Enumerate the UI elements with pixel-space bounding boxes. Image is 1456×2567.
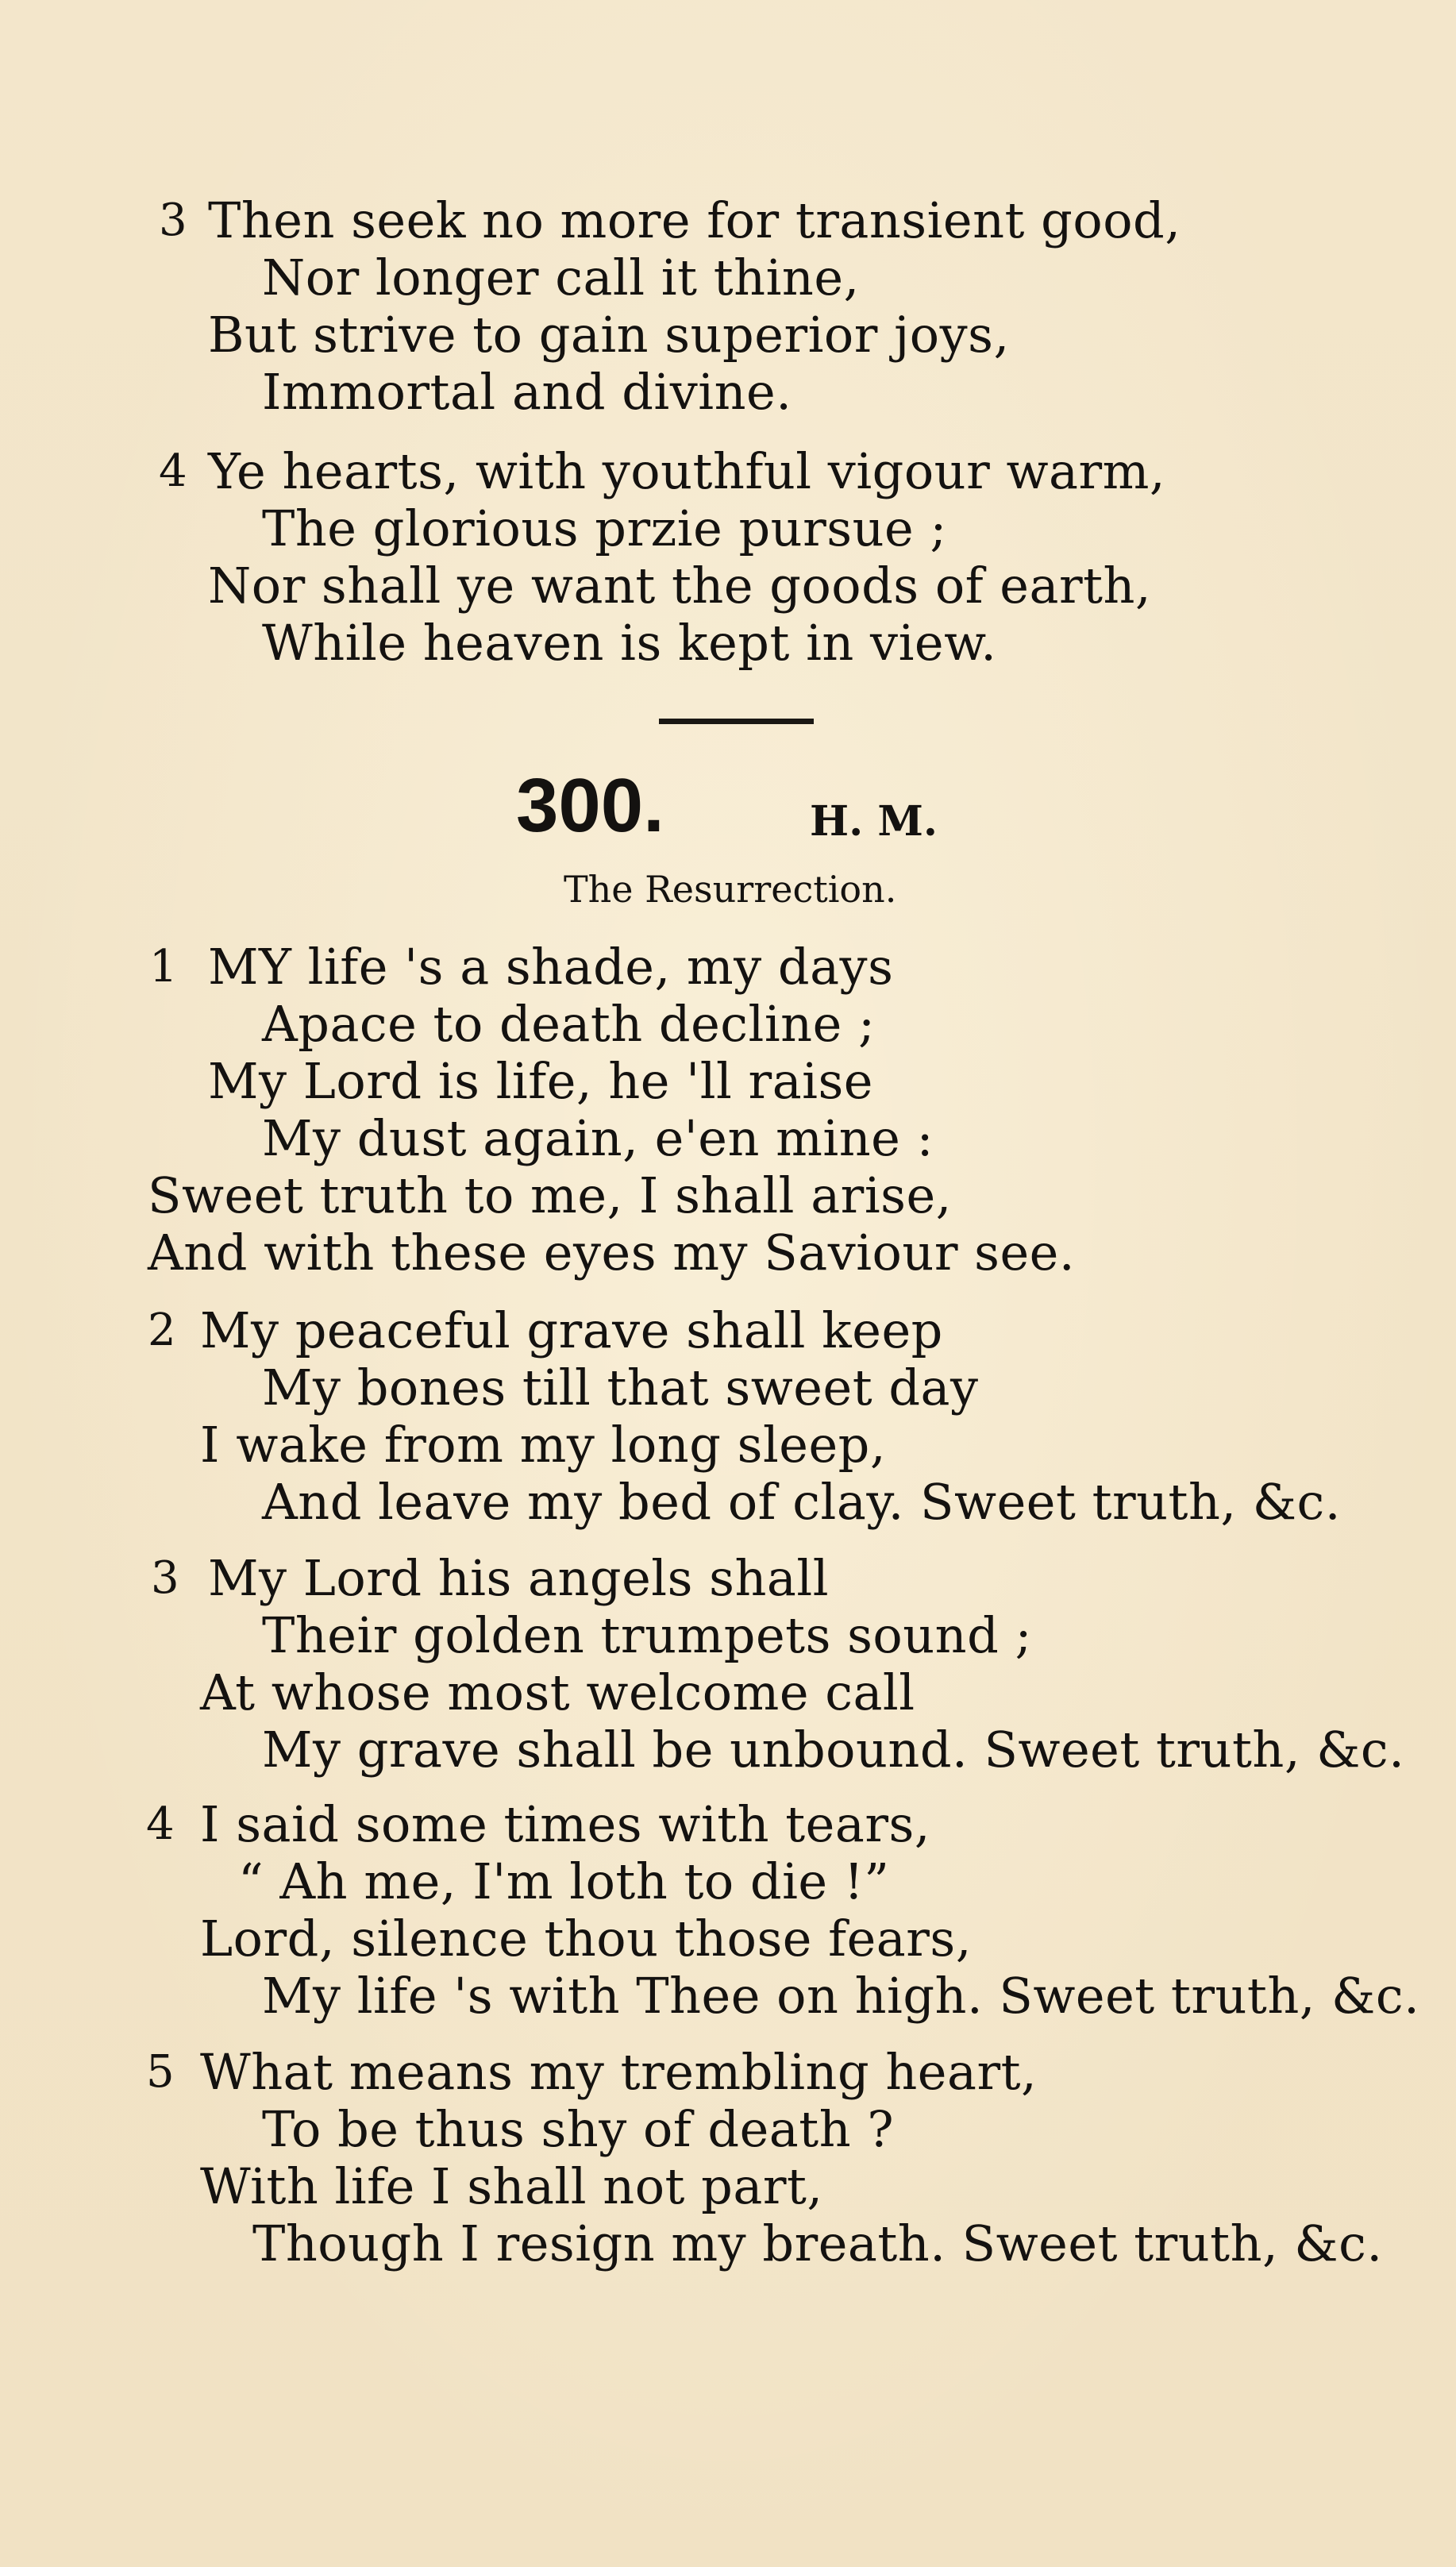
stanza-number: 1 [149,941,178,992]
verse-line: Nor shall ye want the goods of earth, [208,557,1152,615]
verse-line: Then seek no more for transient good, [208,191,1181,249]
verse-line: Though I resign my breath. Sweet truth, &c. [252,2214,1383,2272]
hymn-meter: H. M. [810,797,938,846]
verse-line: “ Ah me, I'm loth to die !” [238,1852,890,1910]
verse-line: But strive to gain superior joys, [208,306,1010,364]
verse-line: Ye hearts, with youthful vigour warm, [208,442,1166,500]
verse-line: My dust again, e'en mine : [262,1109,934,1167]
verse-line: At whose most welcome call [200,1663,915,1721]
verse-line: My peaceful grave shall keep [200,1301,943,1359]
verse-line: My Lord his angels shall [208,1549,830,1607]
verse-line: My life 's with Thee on high. Sweet truth, &c. [262,1967,1420,2025]
stanza-number: 3 [159,195,187,246]
stanza-number: 2 [148,1305,176,1356]
verse-line: And leave my bed of clay. Sweet truth, &c. [262,1473,1341,1531]
verse-line: My Lord is life, he 'll raise [208,1052,873,1110]
verse-line: Apace to death decline ; [262,995,876,1053]
verse-line: What means my trembling heart, [200,2043,1038,2101]
verse-line: With life I shall not part, [200,2157,823,2215]
verse-line: I said some times with tears, [200,1795,930,1853]
verse-line: And with these eyes my Saviour see. [148,1224,1076,1282]
hymn-title: The Resurrection. [564,868,897,911]
verse-line: I wake from my long sleep, [200,1416,887,1474]
stanza-number: 5 [146,2046,175,2098]
verse-line: My bones till that sweet day [262,1359,979,1416]
verse-line: My grave shall be unbound. Sweet truth, &c. [262,1721,1405,1779]
verse-line: While heaven is kept in view. [262,614,997,672]
verse-line: The glorious przie pursue ; [262,499,947,557]
stanza-number: 3 [151,1552,179,1604]
hymn-number: 300. [516,763,664,848]
verse-line: To be thus shy of death ? [262,2100,895,2158]
verse-line: MY life 's a shade, my days [208,938,894,996]
verse-line: Their golden trumpets sound ; [262,1606,1032,1664]
stanza-number: 4 [146,1798,175,1850]
verse-line: Lord, silence thou those fears, [200,1910,972,1968]
section-divider [659,719,814,724]
verse-line: Sweet truth to me, I shall arise, [148,1166,952,1224]
verse-line: Immortal and divine. [262,363,792,421]
stanza-number: 4 [159,445,187,497]
verse-line: Nor longer call it thine, [262,249,860,306]
